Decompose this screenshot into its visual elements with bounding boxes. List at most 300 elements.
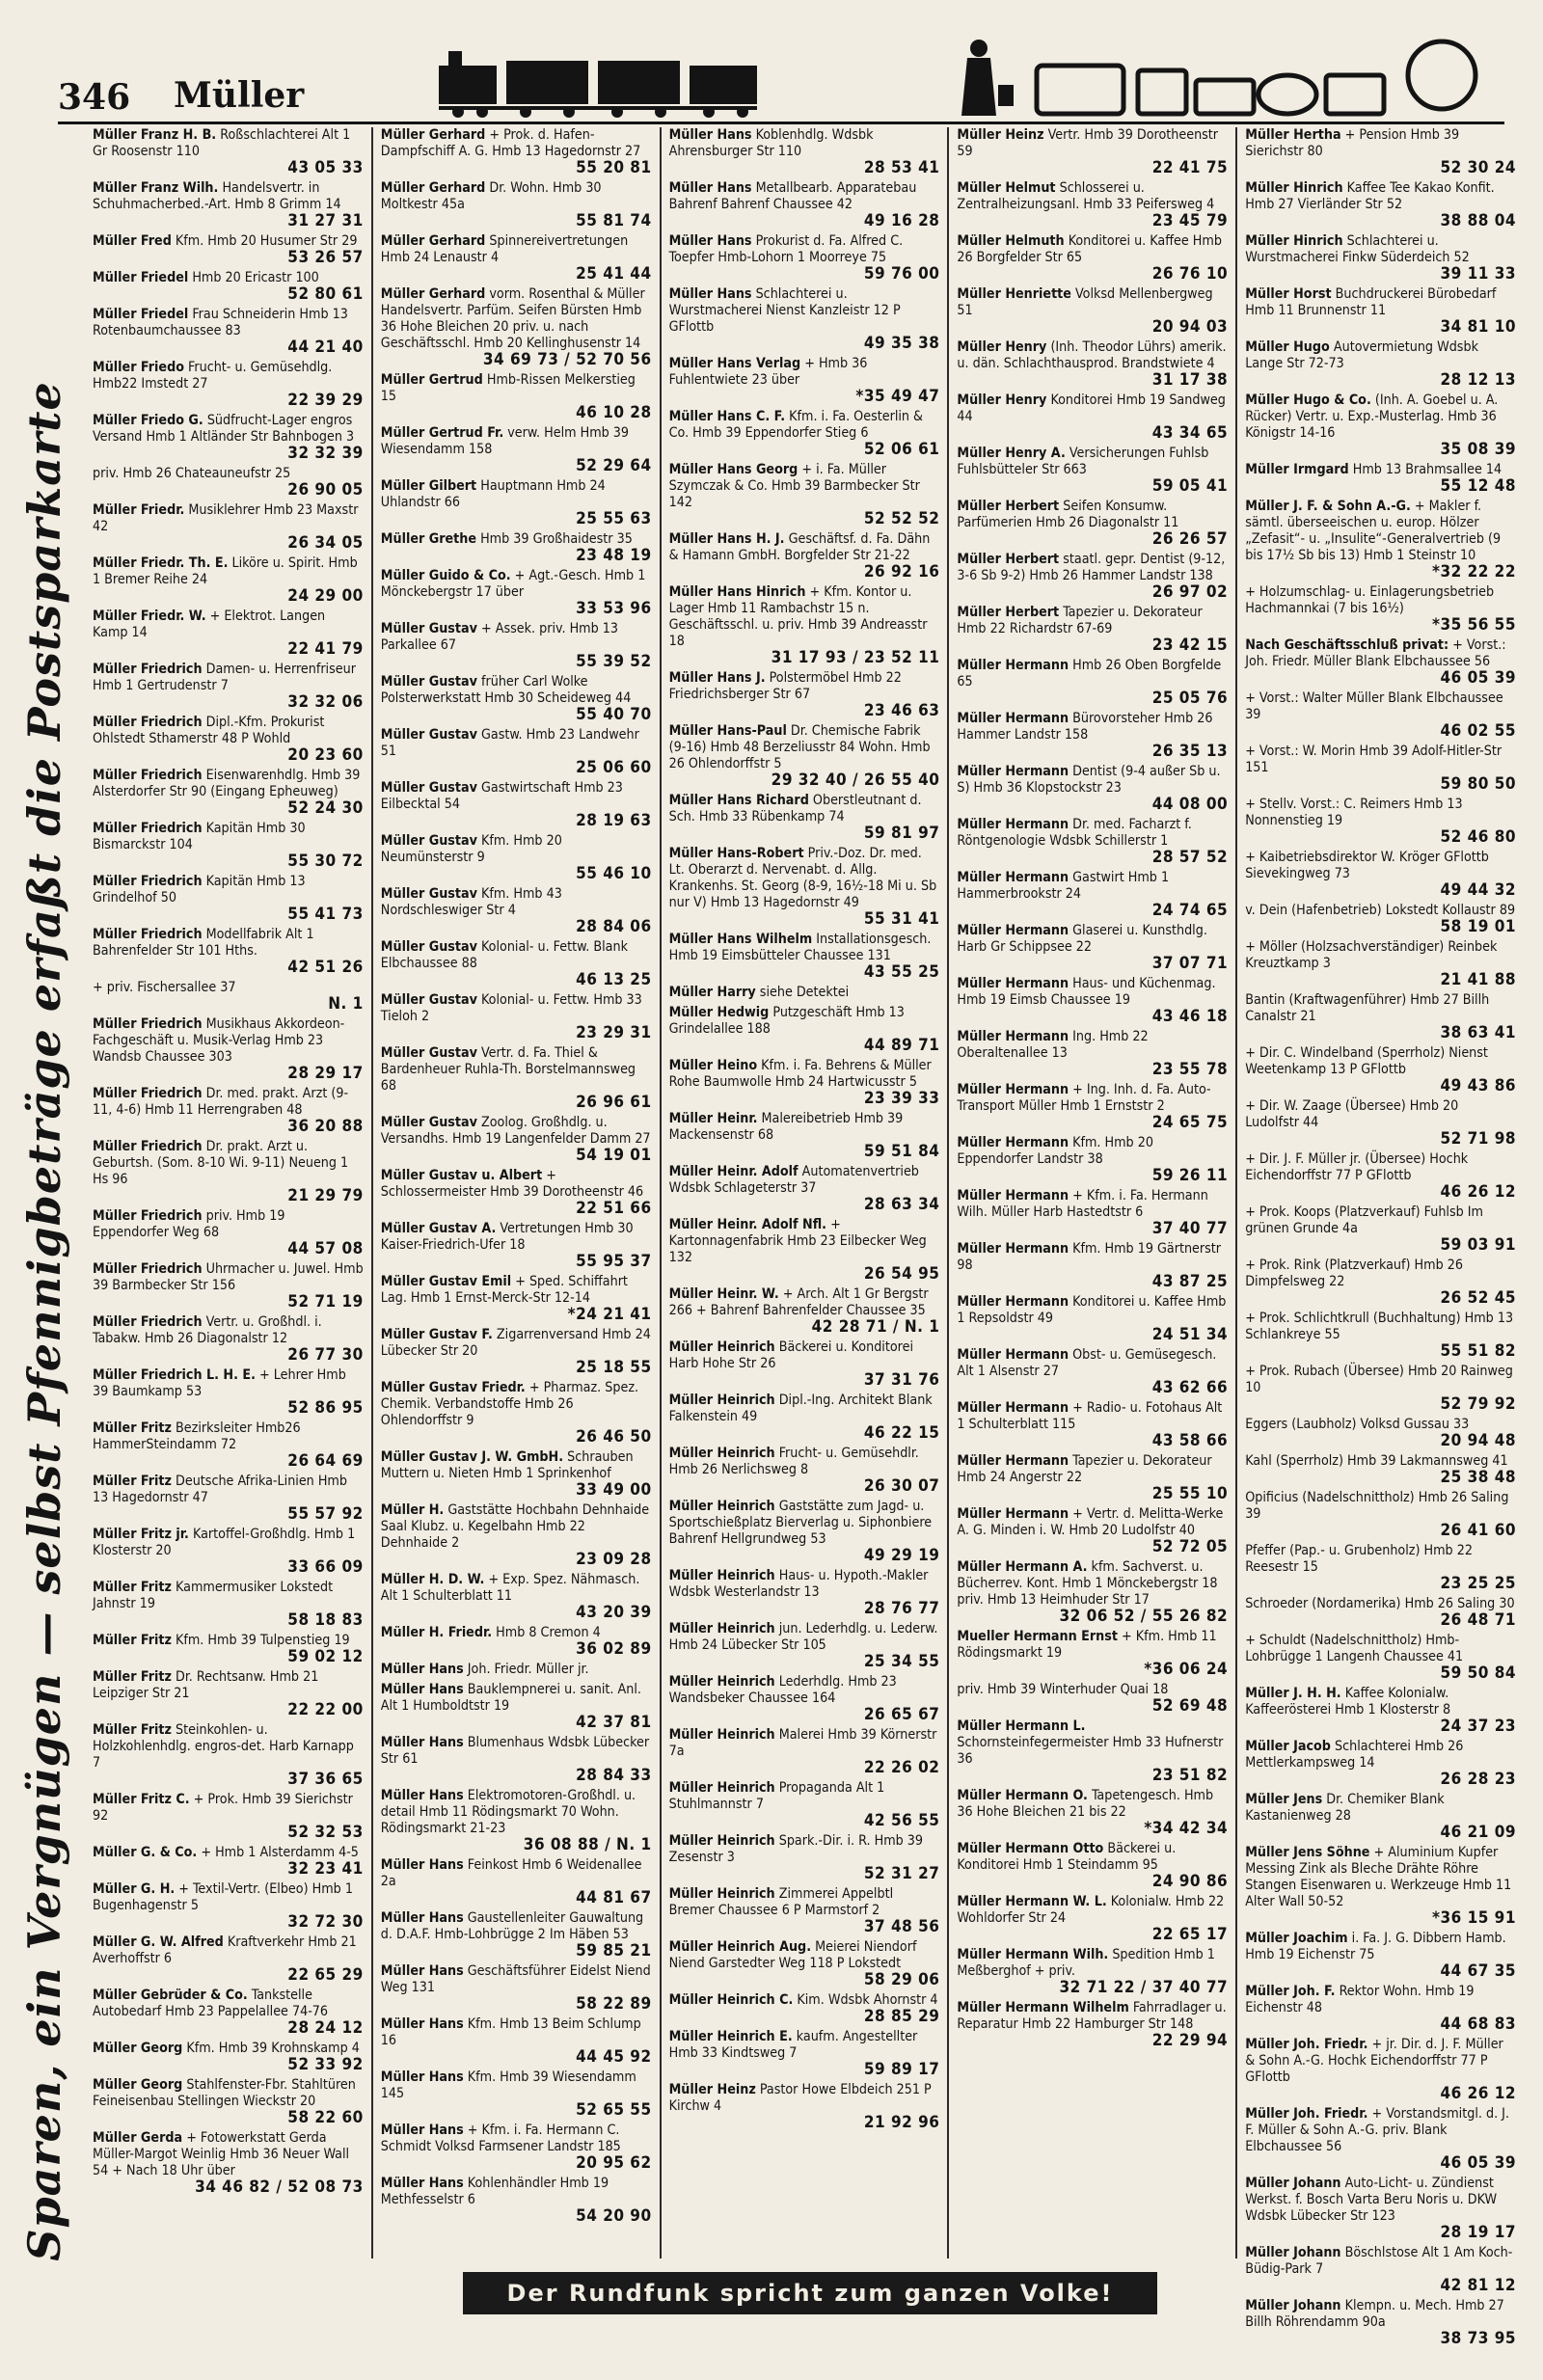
entry-phone: 55 39 52 (576, 652, 652, 671)
directory-column (1235, 127, 1524, 2348)
entry-name: Müller Hans (380, 2176, 464, 2191)
entry-name: Müller Gustav (380, 674, 477, 690)
entry-details: Bantin (Kraftwagenführer) Hmb 27 Billh Canalstr 21 (1245, 992, 1490, 1024)
entry-details: + Vorst.: W. Morin Hmb 39 Adolf-Hitler-Str 151 (1245, 744, 1502, 775)
entry-name: Müller Hans Georg (668, 462, 799, 477)
directory-column (660, 127, 948, 2258)
directory-entry (381, 1045, 652, 1111)
entry-phone: N. 1 (328, 994, 364, 1014)
directory-entry (381, 939, 652, 988)
directory-entry (957, 1559, 1228, 1625)
entry-phone: 31 17 93 / 23 52 11 (771, 648, 940, 667)
entry-details: Hmb 26 Oben Borgfelde 65 (957, 658, 1222, 690)
entry-name: Müller Gustav F. (380, 1327, 493, 1342)
entry-details: Propaganda Alt 1 Stuhlmannstr 7 (668, 1780, 885, 1812)
directory-entry (669, 286, 940, 352)
directory-entry (381, 992, 652, 1041)
directory-entry (93, 821, 364, 870)
directory-entry (381, 1221, 652, 1270)
directory-column (371, 127, 660, 2258)
directory-entry (1245, 233, 1516, 283)
entry-details: + Hmb 36 Fuhlentwiete 23 über (668, 356, 868, 388)
entry-details: + Hmb 1 Alsterdamm 4-5 (201, 1845, 359, 1860)
entry-details: Haus- und Küchenmag. Hmb 19 Eimsb Chaussee 19 (957, 976, 1216, 1008)
entry-name: Müller G. H. (93, 1881, 176, 1897)
entry-name: Müller Hedwig (668, 1005, 770, 1020)
directory-entry (957, 1135, 1228, 1184)
directory-entry (957, 1294, 1228, 1343)
directory-entry (1245, 690, 1516, 740)
entry-name: Müller Heinr. Adolf Nfl. (668, 1217, 827, 1232)
entry-details: Stahlfenster-Fbr. Stahltüren Feineisenbau Stellingen Wieckstr 20 (93, 2077, 356, 2109)
entry-details: Kfm. Hmb 13 Beim Schlump 16 (380, 2016, 641, 2048)
entry-name: Müller Gustav (380, 886, 477, 902)
entry-name: Müller Hugo & Co. (1245, 392, 1371, 408)
entry-name: Müller Hans Wilhelm (668, 932, 813, 947)
entry-phone: 38 63 41 (1440, 1023, 1516, 1042)
entry-phone: 23 45 79 (1151, 211, 1229, 230)
entry-details: Frucht- u. Gemüsehdlr. Hmb 26 Nerlichsweg 8 (668, 1446, 919, 1477)
entry-phone: 52 71 19 (287, 1292, 364, 1312)
entry-name: Müller Hermann (957, 1188, 1069, 1204)
directory-entry (669, 1393, 940, 1442)
entry-details: Dr. med. prakt. Arzt (9-11, 4-6) Hmb 11 Herrengraben 48 (93, 1086, 349, 1118)
entry-name: Müller Henry (957, 392, 1047, 408)
entry-name: Müller Hermann W. L. (957, 1894, 1107, 1909)
directory-entry (93, 1139, 364, 1204)
directory-entry (1245, 1258, 1516, 1307)
entry-name: Müller Gustav (380, 939, 477, 955)
directory-entry (93, 768, 364, 817)
entry-details: Kim. Wdsbk Ahornstr 4 (797, 1992, 938, 2008)
directory-entry (1245, 903, 1516, 935)
entry-name: Müller Heinrich (668, 1886, 775, 1902)
directory-entry (669, 584, 940, 666)
entry-details: + Kfm. i. Fa. Hermann Wilh. Müller Harb Hastedtstr 6 (957, 1188, 1208, 1220)
entry-phone: 37 36 65 (287, 1770, 364, 1789)
entry-details: + Dir. C. Windelband (Sperrholz) Nienst Weetenkamp 13 P GFlottb (1245, 1045, 1488, 1077)
entry-details: Handelsvertr. in Schuhmacherbed.-Art. Hmb 8 Grimm 14 (93, 180, 341, 212)
directory-entry (93, 715, 364, 764)
entry-phone: 52 33 92 (287, 2055, 364, 2074)
footer-banner: Der Rundfunk spricht zum ganzen Volke! (463, 2272, 1157, 2314)
directory-entry (669, 670, 940, 719)
entry-phone: 28 84 33 (576, 1766, 652, 1785)
entry-details: Frucht- u. Gemüsehdlg. Hmb22 Imstedt 27 (93, 360, 333, 392)
entry-name: Müller Friedel (93, 307, 189, 322)
entry-phone: 33 53 96 (576, 599, 652, 618)
directory-entry (957, 1506, 1228, 1555)
directory-entry (1245, 744, 1516, 793)
directory-entry (957, 817, 1228, 866)
directory-entry (1245, 1931, 1516, 1980)
directory-entry (1245, 637, 1516, 687)
entry-phone: 52 24 30 (287, 798, 364, 818)
entry-details: Kartoffel-Großhdlg. Hmb 1 Klosterstr 20 (93, 1527, 356, 1558)
entry-details: Bäckerei u. Konditorei Harb Hohe Str 26 (668, 1339, 913, 1371)
entry-name: Müller Friedo (93, 360, 184, 375)
entry-phone: 49 35 38 (863, 334, 940, 353)
entry-details: kaufm. Angestellter Hmb 33 Kindtsweg 7 (668, 2029, 918, 2061)
entry-name: Müller Friedr. Th. E. (93, 555, 229, 571)
directory-entry (1245, 499, 1516, 581)
entry-details: Kapitän Hmb 30 Bismarckstr 104 (93, 821, 306, 852)
entry-details: Vertr. u. Großhdl. i. Tabakw. Hmb 26 Diagonalstr 12 (93, 1314, 322, 1346)
directory-entry (381, 127, 652, 176)
entry-phone: 46 26 12 (1440, 2084, 1516, 2103)
directory-entry (669, 1939, 940, 1988)
entry-phone: 59 03 91 (1440, 1235, 1516, 1255)
directory-entry (93, 980, 364, 1013)
directory-entry (93, 1633, 364, 1665)
entry-name: Müller Fritz (93, 1580, 172, 1595)
directory-entry (957, 1718, 1228, 1784)
entry-details: Dr. Chemiker Blank Kastanienweg 28 (1245, 1792, 1445, 1824)
entry-name: Müller Fritz C. (93, 1792, 190, 1807)
entry-phone: 43 87 25 (1151, 1272, 1229, 1291)
entry-details: Feinkost Hmb 6 Weidenallee 2a (380, 1857, 642, 1889)
entry-details: Spark.-Dir. i. R. Hmb 39 Zesenstr 3 (668, 1833, 924, 1865)
entry-phone: 26 52 45 (1440, 1288, 1516, 1308)
entry-details: + Prok. Rubach (Übersee) Hmb 20 Rainweg 10 (1245, 1364, 1513, 1395)
directory-entry (957, 552, 1228, 601)
entry-details: Tapezier u. Dekorateur Hmb 24 Angerstr 22 (957, 1453, 1212, 1485)
entry-name: Müller Heinrich (668, 1568, 775, 1583)
entry-phone: 42 37 81 (576, 1713, 652, 1732)
entry-details: Elektromotoren-Großhdl. u. detail Hmb 11 Rödingsmarkt 70 Wohn. Rödingsmarkt 21-23 (380, 1788, 636, 1836)
entry-phone: 46 10 28 (576, 403, 652, 422)
directory-entry (669, 1339, 940, 1389)
entry-phone: 36 02 89 (576, 1639, 652, 1659)
directory-entry (93, 555, 364, 605)
entry-name: Müller Hugo (1245, 339, 1330, 355)
directory-entry (1245, 1417, 1516, 1449)
entry-details: Gastw. Hmb 23 Landwehr 51 (380, 727, 639, 759)
entry-phone: 20 94 48 (1440, 1431, 1516, 1450)
directory-entry (1245, 1739, 1516, 1788)
entry-details: Schlachterei Hmb 26 Mettlerkampsweg 14 (1245, 1739, 1464, 1771)
entry-phone: 52 79 92 (1440, 1394, 1516, 1414)
entry-name: Müller Hermann (957, 1135, 1069, 1150)
entry-name: Müller Hermann (957, 711, 1069, 726)
directory-entry (669, 1286, 940, 1336)
entry-phone: 24 51 34 (1151, 1325, 1229, 1344)
directory-entry (381, 2176, 652, 2225)
entry-phone: 20 94 03 (1151, 317, 1229, 337)
entry-name: Müller Hans (380, 1910, 464, 1926)
directory-entry (93, 1314, 364, 1364)
entry-phone: 58 18 83 (287, 1610, 364, 1630)
entry-phone: 55 12 48 (1440, 476, 1516, 496)
entry-details: Kahl (Sperrholz) Hmb 39 Lakmannsweg 41 (1245, 1453, 1508, 1469)
directory-entry (957, 1029, 1228, 1078)
entry-phone: 58 22 60 (287, 2108, 364, 2127)
entry-details: + Vorst.: Joh. Friedr. Müller Blank Elbchaussee 56 (1245, 637, 1506, 669)
directory-entry (669, 1886, 940, 1935)
entry-name: Müller Helmut (957, 180, 1056, 196)
entry-details: Pfeffer (Pap.- u. Grubenholz) Hmb 22 Reesestr 15 (1245, 1543, 1473, 1575)
directory-entry (381, 425, 652, 474)
entry-phone: 28 57 52 (1151, 848, 1229, 867)
directory-entry (381, 1115, 652, 1164)
directory-entry (669, 2082, 940, 2131)
directory-entry (1245, 1633, 1516, 1682)
entry-phone: 59 50 84 (1440, 1663, 1516, 1683)
directory-entry (381, 1788, 652, 1853)
directory-entry (381, 1735, 652, 1784)
entry-phone: 24 90 86 (1151, 1872, 1229, 1891)
entry-phone: 26 65 67 (863, 1705, 940, 1724)
entry-phone: 22 65 17 (1151, 1925, 1229, 1944)
entry-name: Müller Hermann Wilh. (957, 1947, 1109, 1962)
directory-entry (93, 1420, 364, 1470)
entry-name: Nach Geschäftsschluß privat: (1245, 637, 1449, 653)
entry-name: Müller Harry (668, 985, 756, 1000)
entry-details: Kfm. Hmb 39 Tulpenstieg 19 (176, 1633, 350, 1648)
directory-entry (93, 360, 364, 409)
directory-entry (93, 1845, 364, 1878)
entry-details: + Prok. Koops (Platzverkauf) Fuhlsb Im grünen Grunde 4a (1245, 1204, 1483, 1236)
entry-name: Müller Hans-Paul (668, 723, 787, 739)
entry-name: Müller Fritz jr. (93, 1527, 189, 1542)
entry-phone: 22 22 00 (287, 1700, 364, 1719)
entry-name: Müller Hans-Robert (668, 846, 804, 861)
entry-details: + Kartonnagenfabrik Hmb 23 Eilbecker Weg 132 (668, 1217, 927, 1265)
directory-entry (93, 662, 364, 711)
directory-entry (957, 446, 1228, 495)
entry-phone: 31 17 38 (1151, 370, 1229, 390)
directory-entry (669, 2029, 940, 2078)
directory-entry (957, 711, 1228, 760)
directory-entry (381, 2123, 652, 2172)
directory-entry (1245, 286, 1516, 336)
entry-phone: 59 89 17 (863, 2060, 940, 2079)
entry-details: Haus- u. Hypoth.-Makler Wdsbk Westerlandstr 13 (668, 1568, 929, 1600)
entry-details: Zigarrenversand Hmb 24 Lübecker Str 20 (380, 1327, 651, 1359)
entry-details: Kohlenhändler Hmb 19 Methfesselstr 6 (380, 2176, 609, 2207)
directory-entry (381, 180, 652, 230)
entry-details: Hmb 20 Ericastr 100 (192, 270, 319, 285)
entry-phone: 26 26 57 (1151, 529, 1229, 549)
entry-details: Dipl.-Ing. Architekt Blank Falkenstein 49 (668, 1393, 933, 1424)
entry-phone: 26 96 61 (576, 1093, 652, 1112)
entry-phone: *36 15 91 (1431, 1908, 1516, 1928)
entry-phone: 23 55 78 (1151, 1060, 1229, 1079)
entry-details: Gaststätte zum Jagd- u. Sportschießplatz Bierverlag u. Siphonbiere Bahrenf Hellgrundweg 53 (668, 1499, 933, 1547)
entry-phone: 26 77 30 (287, 1345, 364, 1365)
entry-details: Hmb 8 Cremon 4 (496, 1625, 601, 1640)
entry-details: Gastwirtschaft Hmb 23 Eilbecktal 54 (380, 780, 623, 812)
entry-name: Müller Heinrich (668, 1339, 775, 1355)
directory-entry (1245, 1204, 1516, 1254)
entry-details: Schroeder (Nordamerika) Hmb 26 Saling 30 (1245, 1596, 1515, 1611)
entry-phone: 28 29 17 (287, 1064, 364, 1083)
entry-phone: 37 40 77 (1151, 1219, 1229, 1238)
entry-name: Müller J. H. H. (1245, 1686, 1341, 1701)
entry-phone: 44 45 92 (576, 2047, 652, 2067)
directory-entry (1245, 2298, 1516, 2347)
entry-name: Müller Johann (1245, 2245, 1341, 2260)
directory-entry (1245, 992, 1516, 1041)
entry-name: Müller Hermann (957, 976, 1069, 991)
entry-phone: 22 41 75 (1151, 158, 1229, 177)
directory-entry (93, 270, 364, 303)
directory-entry (669, 1499, 940, 1564)
entry-phone: 46 02 55 (1440, 721, 1516, 741)
entry-details: Geschäftsführer Eidelst Niend Weg 131 (380, 1963, 651, 1995)
directory-entry (957, 1629, 1228, 1678)
entry-name: Müller Gustav (380, 780, 477, 796)
entry-name: Müller Hermann (957, 764, 1069, 779)
entry-name: Müller Henriette (957, 286, 1071, 302)
directory-entry (93, 413, 364, 462)
entry-phone: 37 31 76 (863, 1370, 940, 1390)
entry-phone: 43 58 66 (1151, 1431, 1229, 1450)
directory-entry (93, 1261, 364, 1311)
entry-phone: 25 38 48 (1440, 1468, 1516, 1487)
entry-name: Müller Gustav A. (380, 1221, 497, 1236)
entry-details: Kaffee Tee Kakao Konfit. Hmb 27 Vierländer Str 52 (1245, 180, 1495, 212)
entry-name: Müller Hinrich (1245, 233, 1343, 249)
directory-entry (93, 1474, 364, 1523)
entry-name: Müller Heino (668, 1058, 758, 1073)
entry-details: + Lehrer Hmb 39 Baumkamp 53 (93, 1367, 346, 1399)
entry-name: Müller Hermann (957, 1506, 1069, 1522)
directory-entry (669, 180, 940, 230)
directory-entry (93, 466, 364, 499)
entry-name: Müller Friedrich (93, 715, 203, 730)
entry-phone: *35 49 47 (855, 387, 940, 406)
entry-phone: 34 81 10 (1440, 317, 1516, 337)
entry-name: Müller Hermann (957, 1241, 1069, 1257)
entry-name: Müller Heinz (957, 127, 1044, 143)
entry-name: Müller Gertrud (380, 372, 483, 388)
entry-phone: 24 65 75 (1151, 1113, 1229, 1132)
entry-phone: 49 29 19 (863, 1546, 940, 1565)
directory-entry (1245, 2037, 1516, 2102)
entry-details: Bauklempnerei u. sanit. Anl. Alt 1 Humboldtstr 19 (380, 1682, 641, 1714)
entry-phone: 54 20 90 (576, 2206, 652, 2226)
entry-details: Putzgeschäft Hmb 13 Grindelallee 188 (668, 1005, 905, 1037)
entry-name: Müller H. D. W. (380, 1572, 485, 1587)
entry-details: Vertr. d. Fa. Thiel & Bardenheuer Ruhla-Th. Borstelmannsweg 68 (380, 1045, 636, 1094)
entry-details: Kraftverkehr Hmb 21 Averhoffstr 6 (93, 1934, 357, 1966)
entry-details: Rektor Wohn. Hmb 19 Eichenstr 48 (1245, 1984, 1475, 2015)
entry-details: Metallbearb. Apparatebau Bahrenf Bahrenf Chaussee 42 (668, 180, 917, 212)
entry-name: Müller Franz Wilh. (93, 180, 219, 196)
entry-name: Müller Gustav u. Albert (380, 1168, 543, 1183)
entry-details: Versicherungen Fuhlsb Fuhlsbütteler Str 663 (957, 446, 1209, 477)
entry-details: Prokurist d. Fa. Alfred C. Toepfer Hmb-Lohorn 1 Moorreye 75 (668, 233, 904, 265)
directory-entry (381, 780, 652, 829)
entry-details: Kaffee Kolonialw. Kaffeerösterei Hmb 1 Klosterstr 8 (1245, 1686, 1451, 1717)
entry-details: Koblenhdlg. Wdsbk Ahrensburger Str 110 (668, 127, 874, 159)
directory-entry (93, 1792, 364, 1841)
entry-phone: 25 55 63 (576, 509, 652, 528)
directory-entry (1245, 1098, 1516, 1148)
entry-phone: 26 41 60 (1440, 1521, 1516, 1540)
entry-name: Müller Helmuth (957, 233, 1065, 249)
entry-details: + Radio- u. Fotohaus Alt 1 Schulterblatt 115 (957, 1400, 1223, 1432)
entry-details: + Stellv. Vorst.: C. Reimers Hmb 13 Nonnenstieg 19 (1245, 797, 1463, 828)
entry-name: Müller Hans H. J. (668, 531, 785, 547)
entry-details: früher Carl Wolke Polsterwerkstatt Hmb 30 Scheideweg 44 (380, 674, 632, 706)
entry-name: Müller Gustav (380, 1045, 477, 1061)
directory-entry (957, 1841, 1228, 1890)
entry-name: Müller Friedrich (93, 821, 203, 836)
entry-name: Müller Hans C. F. (668, 409, 786, 424)
directory-entry (93, 2041, 364, 2073)
entry-details: + Aluminium Kupfer Messing Zink als Bleche Drähte Röhre Stangen Eisenwaren u. Werkzeuge Hmb 11 Alter Wall 50-52 (1245, 1845, 1512, 1909)
directory-entry (1245, 1686, 1516, 1735)
directory-entry (669, 793, 940, 842)
entry-details: Malereibetrieb Hmb 39 Mackensenstr 68 (668, 1111, 904, 1143)
entry-details: Automatenvertrieb Wdsbk Schlageterstr 37 (668, 1164, 919, 1196)
directory-entry (381, 568, 652, 617)
entry-phone: 25 18 55 (576, 1358, 652, 1377)
entry-phone: 46 26 12 (1440, 1182, 1516, 1202)
entry-name: Müller Hans (380, 1788, 464, 1803)
entry-details: Modellfabrik Alt 1 Bahrenfelder Str 101 Hths. (93, 927, 314, 959)
entry-phone: 26 35 13 (1151, 742, 1229, 761)
entry-details: Dr. med. Facharzt f. Röntgenologie Wdsbk Schillerstr 1 (957, 817, 1192, 849)
entry-name: Müller Grethe (380, 531, 477, 547)
side-advertisement-text: Sparen, ein Vergnügen — selbst Pfennigbeträge erfaßt die Postsparkarte (18, 381, 70, 2261)
entry-phone: 32 32 39 (287, 444, 364, 463)
entry-phone: 42 28 71 / N. 1 (811, 1317, 940, 1337)
directory-entry (669, 723, 940, 789)
directory-entry (381, 531, 652, 564)
entry-phone: 52 32 53 (287, 1823, 364, 1842)
entry-phone: 28 63 34 (863, 1195, 940, 1214)
entry-details: Zimmerei Appelbtl Bremer Chaussee 6 P Marmstorf 2 (668, 1886, 894, 1918)
entry-name: Müller Gerhard (380, 233, 486, 249)
entry-phone: 31 27 31 (287, 211, 364, 230)
entry-details: + Schuldt (Nadelschnittholz) Hmb-Lohbrügge 1 Langenh Chaussee 41 (1245, 1633, 1464, 1664)
directory-entry (1245, 1311, 1516, 1360)
directory-entry (669, 531, 940, 581)
directory-entry (669, 1992, 940, 2025)
entry-details: + Schlossermeister Hmb 39 Dorotheenstr 46 (380, 1168, 644, 1200)
entry-name: Müller Friedrich (93, 874, 203, 889)
entry-details: Tapetengesch. Hmb 36 Hohe Bleichen 21 bis 22 (957, 1788, 1214, 1820)
entry-details: + Exp. Spez. Nähmasch. Alt 1 Schulterblatt 11 (380, 1572, 640, 1604)
entry-name: Müller Hermann (957, 1347, 1069, 1363)
entry-phone: 22 29 94 (1151, 2031, 1229, 2050)
directory-entry (957, 1400, 1228, 1449)
entry-details: staatl. gepr. Dentist (9-12, 3-6 Sb 9-2) Hmb 26 Hammer Landstr 138 (957, 552, 1226, 583)
entry-details: Konditorei Hmb 19 Sandweg 44 (957, 392, 1226, 424)
entry-name: Müller Gustav (380, 1115, 477, 1130)
entry-details: Zoolog. Großhdlg. u. Versandhs. Hmb 19 Langenfelder Damm 27 (380, 1115, 651, 1147)
entry-details: Pastor Howe Elbdeich 251 P Kirchw 4 (668, 2082, 932, 2114)
entry-details: + Elektrot. Langen Kamp 14 (93, 609, 326, 640)
entry-details: siehe Detektei (759, 985, 850, 1000)
entry-details: Dr. Rechtsanw. Hmb 21 Leipziger Str 21 (93, 1669, 319, 1701)
directory-entry (957, 499, 1228, 548)
directory-entry (957, 1788, 1228, 1837)
entry-phone: 54 19 01 (576, 1146, 652, 1165)
directory-entry (93, 1669, 364, 1718)
entry-name: Müller Gerhard (380, 286, 486, 302)
directory-entry (93, 2077, 364, 2126)
entry-phone: 44 81 67 (576, 1888, 652, 1907)
entry-phone: 55 51 82 (1440, 1341, 1516, 1361)
entry-phone: *35 56 55 (1431, 615, 1516, 635)
entry-name: Müller Hans (380, 1662, 464, 1677)
entry-name: Müller Horst (1245, 286, 1332, 302)
entry-name: Müller Jens Söhne (1245, 1845, 1370, 1860)
